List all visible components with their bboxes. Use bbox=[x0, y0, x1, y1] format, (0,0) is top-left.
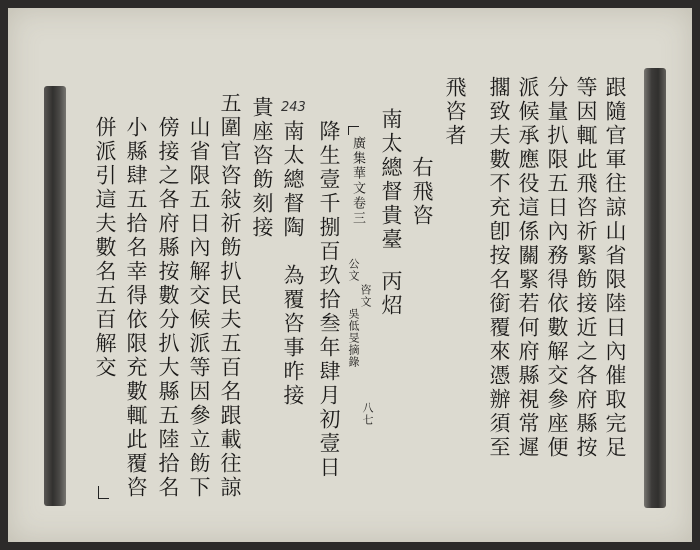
text-column-l6: 傍接之各府縣按數分扒大縣五陸拾名 bbox=[156, 116, 180, 500]
text-column-r6: 飛咨者 bbox=[443, 76, 467, 148]
addressee-to: 右飛咨 bbox=[410, 156, 434, 228]
addressee-name: 南太總督貴臺 bbox=[379, 108, 403, 252]
text-column-l4: 五圍官咨敍祈飭扒民夫五百名跟載往諒 bbox=[218, 92, 242, 500]
text-column-l2: 南太總督陶 為覆咨事昨接 bbox=[281, 120, 305, 408]
margin-page-number: 八七 bbox=[361, 402, 374, 426]
text-column-l5: 山省限五日內解交候派等因參立飭下 bbox=[187, 116, 211, 500]
text-column-r2: 等因輒此飛咨祈緊飭接近之各府縣按 bbox=[574, 76, 598, 460]
left-binding-shadow bbox=[44, 86, 66, 506]
margin-tick bbox=[348, 126, 359, 135]
margin-author: 吳低旻摘錄 bbox=[347, 308, 360, 368]
text-column-l8: 併派引這夫數名五百解交 bbox=[93, 116, 117, 380]
text-column-l7: 小縣肆五拾名幸得依限充數輒此覆咨 bbox=[124, 116, 148, 500]
text-column-r1: 跟隨官軍往諒山省限陸日內催取完足 bbox=[603, 76, 627, 460]
folio-number: 243 bbox=[281, 100, 306, 115]
margin-genre: 公文 bbox=[347, 258, 360, 282]
margin-book-title: 廣集華文卷三 bbox=[350, 136, 365, 226]
text-column-r5: 擱致夫數不充卽按名銜覆來憑辦須至 bbox=[487, 76, 511, 460]
document-page bbox=[8, 8, 692, 542]
text-column-l1: 降生壹千捌百玖拾叁年肆月初壹日 bbox=[317, 120, 341, 480]
right-binding-shadow bbox=[644, 68, 666, 508]
text-column-r3: 分量扒限五日內務得依數解交參座便 bbox=[545, 76, 569, 460]
text-column-r4: 派候承應役這係關緊若何府縣視常遲 bbox=[516, 76, 540, 460]
corner-mark bbox=[98, 486, 109, 499]
addressee-seal: 丙炤 bbox=[379, 270, 403, 318]
margin-type: 咨文 bbox=[359, 284, 372, 308]
text-column-l3: 貴座咨飭刻接 bbox=[250, 96, 274, 240]
